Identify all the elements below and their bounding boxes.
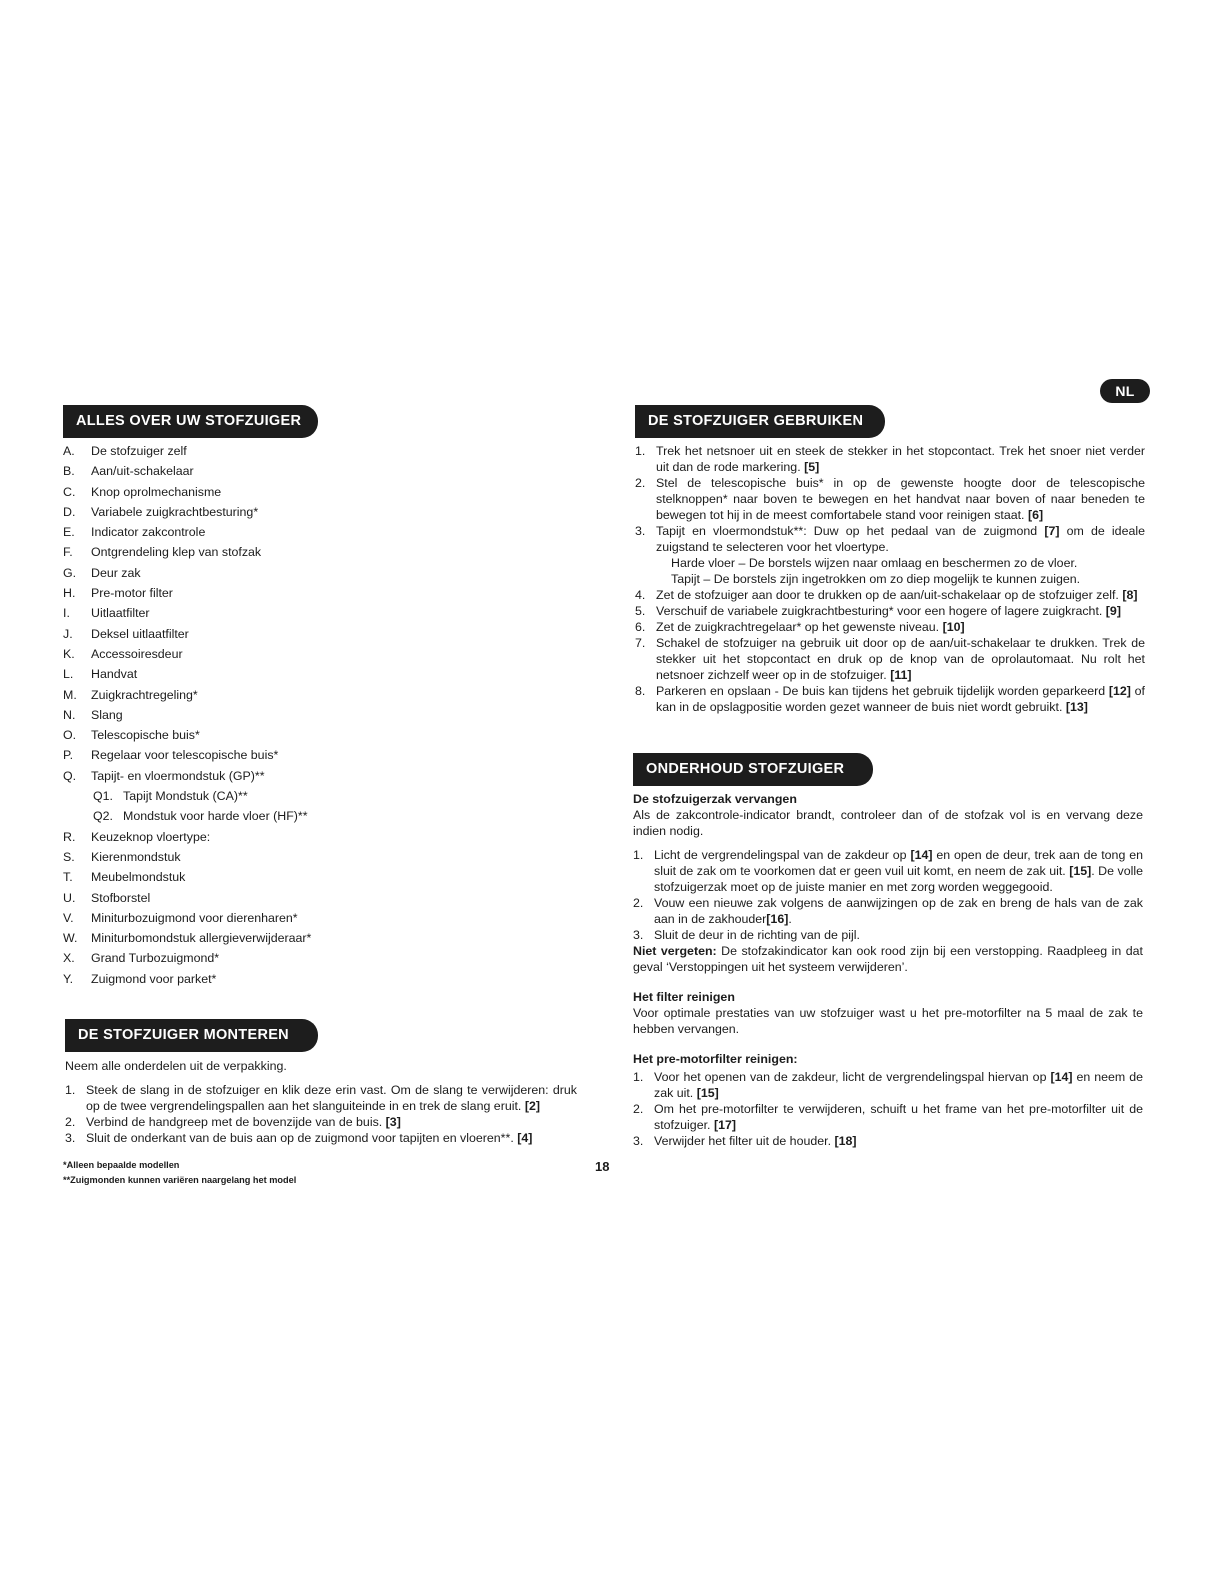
gebruiken-step-figref: [11] (890, 668, 912, 682)
bag-note (633, 943, 1143, 975)
parts-list-item (63, 485, 543, 505)
parts-item-letter: K. (63, 646, 75, 661)
premotor-step (633, 1101, 1143, 1133)
parts-item-letter: J. (63, 626, 73, 641)
premotor-step-figref: [17] (713, 1118, 736, 1132)
parts-list-item (63, 728, 543, 748)
floor-type-note (635, 555, 1145, 571)
parts-item-text: Uitlaatfilter (91, 606, 150, 621)
filter-text: Voor optimale prestaties van uw stofzuiger wast u het pre-motorfilter na 5 maal de zak te hebben vervangen. (633, 1006, 1143, 1036)
floor-type-note-text: Tapijt – De borstels zijn ingetrokken om zo diep mogelijk te kunnen zuigen. (671, 572, 1081, 586)
page-number: 18 (595, 1159, 610, 1174)
bag-step-text-cont: . (788, 912, 792, 926)
parts-item-letter: T. (63, 870, 73, 885)
parts-list-item (63, 830, 543, 850)
parts-item-text: Pre-motor filter (91, 586, 173, 601)
gebruiken-step-text: Schakel de stofzuiger na gebruik uit door op de aan/uit-schakelaar te drukken. Trek de stekker uit het stopcontact en druk op de knop van de oprolautomaat. Nu rolt het netsnoer zichzelf weer op in de stofzuiger. (656, 636, 1145, 682)
gebruiken-step (635, 635, 1145, 683)
parts-list-item (63, 627, 543, 647)
monteren-step-figref: [3] (385, 1115, 401, 1129)
parts-list-item (63, 972, 543, 992)
premotor-step-number: 1. (633, 1070, 644, 1084)
bag-step-text: Vouw een nieuwe zak volgens de aanwijzingen op de zak en breng de hals van de zak aan in de zakhouder (654, 896, 1143, 926)
parts-item-letter: H. (63, 586, 76, 601)
premotor-step (633, 1069, 1143, 1101)
parts-list-item (63, 464, 543, 484)
gebruiken-step-figref: [7] (1044, 524, 1060, 538)
gebruiken-step-figref: [8] (1122, 588, 1138, 602)
parts-item-letter: V. (63, 910, 74, 925)
parts-list-item (63, 505, 543, 525)
gebruiken-step-number: 6. (635, 620, 646, 634)
gebruiken-step-number: 2. (635, 476, 646, 490)
floor-type-note (635, 571, 1145, 587)
monteren-steps (65, 1082, 577, 1146)
gebruiken-step-figref: [12] (1108, 684, 1131, 698)
parts-item-text: Zuigmond voor parket* (91, 971, 217, 986)
parts-item-letter: R. (63, 829, 76, 844)
parts-item-text: Variabele zuigkrachtbesturing* (91, 504, 259, 519)
parts-item-letter: S. (63, 849, 75, 864)
parts-list-item (63, 748, 543, 768)
bag-step-figref-2: [15] (1069, 864, 1092, 878)
parts-item-letter: W. (63, 931, 78, 946)
gebruiken-step-number: 3. (635, 524, 646, 538)
gebruiken-step-figref: [9] (1105, 604, 1121, 618)
monteren-step (65, 1114, 577, 1130)
footnotes (63, 1158, 296, 1188)
parts-item-text: Deksel uitlaatfilter (91, 626, 189, 641)
parts-item-text: Handvat (91, 667, 138, 682)
parts-list-item (63, 769, 543, 789)
parts-list-item (63, 586, 543, 606)
parts-item-text: Regelaar voor telescopische buis* (91, 748, 279, 763)
gebruiken-step-text: Zet de stofzuiger aan door te drukken op de aan/uit-schakelaar op de stofzuiger zelf. (656, 588, 1119, 602)
floor-type-note-text: Harde vloer – De borstels wijzen naar omlaag en beschermen zo de vloer. (671, 556, 1078, 570)
parts-list-item (63, 708, 543, 728)
parts-list (63, 444, 543, 992)
bag-step-number: 3. (633, 928, 644, 942)
bag-step-text: Licht de vergrendelingspal van de zakdeur op (654, 848, 907, 862)
gebruiken-step-number: 5. (635, 604, 646, 618)
parts-list-item (63, 931, 543, 951)
gebruiken-step-text: Tapijt en vloermondstuk**: Duw op het pedaal van de zuigmond (656, 524, 1038, 538)
parts-list-item (63, 850, 543, 870)
parts-item-text: Aan/uit-schakelaar (91, 464, 194, 479)
parts-item-letter: M. (63, 687, 77, 702)
bag-step-text-cont: en open de deur, trek aan de tong en sluit de zak om te voorkomen dat er geen vuil uit komt, en neem de zak uit. (654, 848, 1143, 878)
parts-list-item (63, 911, 543, 931)
parts-item-text: Tapijt- en vloermondstuk (GP)** (91, 768, 265, 783)
bag-step-number: 1. (633, 848, 644, 862)
parts-item-letter: P. (63, 748, 74, 763)
parts-item-letter: X. (63, 951, 75, 966)
monteren-step-number: 3. (65, 1131, 76, 1145)
premotor-step-figref-2: [15] (696, 1086, 719, 1100)
parts-item-letter: F. (63, 545, 73, 560)
premotor-heading: Het pre-motorfilter reinigen: (633, 1052, 798, 1066)
gebruiken-step-number: 1. (635, 444, 646, 458)
gebruiken-step (635, 683, 1145, 715)
gebruiken-step-number: 4. (635, 588, 646, 602)
premotor-steps (633, 1069, 1143, 1149)
monteren-step (65, 1130, 577, 1146)
premotor-step-number: 3. (633, 1134, 644, 1148)
parts-item-text: Deur zak (91, 565, 141, 580)
parts-list-item (63, 525, 543, 545)
parts-item-letter: A. (63, 444, 75, 458)
parts-item-letter: Q2. (93, 809, 113, 824)
monteren-step-figref: [2] (524, 1099, 540, 1113)
premotor-step-figref: [14] (1050, 1070, 1073, 1084)
parts-item-letter: E. (63, 525, 75, 540)
section-title-alles: ALLES OVER UW STOFZUIGER (63, 405, 318, 438)
monteren-step-text: Steek de slang in de stofzuiger en klik deze erin vast. Om de slang te verwijderen: druk op de twee vergrendelingspallen aan het slanguiteinde in en trek de slang eruit. (86, 1083, 577, 1113)
gebruiken-step-figref: [5] (804, 460, 820, 474)
footnote-1: *Alleen bepaalde modellen (63, 1160, 180, 1170)
parts-list-item (63, 667, 543, 687)
parts-item-text: Mondstuk voor harde vloer (HF)** (123, 809, 308, 824)
bag-step (633, 895, 1143, 927)
parts-item-text: Miniturbomondstuk allergieverwijderaar* (91, 931, 312, 946)
parts-item-letter: C. (63, 484, 76, 499)
parts-item-letter: B. (63, 464, 75, 479)
parts-item-letter: N. (63, 707, 76, 722)
parts-item-text: Grand Turbozuigmond* (91, 951, 220, 966)
section-title-monteren: DE STOFZUIGER MONTEREN (65, 1019, 318, 1052)
parts-list-item (63, 891, 543, 911)
bag-step (633, 927, 1143, 943)
gebruiken-step (635, 475, 1145, 523)
gebruiken-step (635, 619, 1145, 635)
parts-list-item (63, 688, 543, 708)
parts-list-item (63, 566, 543, 586)
bag-step-text: Sluit de deur in de richting van de pijl. (654, 928, 860, 942)
parts-item-letter: U. (63, 890, 76, 905)
section-title-gebruiken: DE STOFZUIGER GEBRUIKEN (635, 405, 885, 438)
parts-list-item (63, 444, 543, 464)
monteren-step-number: 2. (65, 1115, 76, 1129)
parts-item-text: De stofzuiger zelf (91, 444, 187, 458)
parts-item-text: Ontgrendeling klep van stofzak (91, 545, 262, 560)
premotor-step-number: 2. (633, 1102, 644, 1116)
parts-list-item (63, 606, 543, 626)
gebruiken-step (635, 587, 1145, 603)
gebruiken-step-text-cont: of kan in de opslagpositie worden gezet wanneer de buis niet wordt gebruikt. (656, 684, 1145, 714)
gebruiken-steps (635, 443, 1145, 715)
gebruiken-step-text: Parkeren en opslaan - De buis kan tijdens het gebruik tijdelijk worden geparkeerd (656, 684, 1106, 698)
parts-item-text: Telescopische buis* (91, 728, 200, 743)
parts-item-letter: L. (63, 667, 74, 682)
footnote-2: **Zuigmonden kunnen variëren naargelang het model (63, 1175, 297, 1185)
parts-item-text: Knop oprolmechanisme (91, 484, 222, 499)
parts-list-item (63, 647, 543, 667)
gebruiken-step-number: 7. (635, 636, 646, 650)
parts-item-text: Stofborstel (91, 890, 151, 905)
gebruiken-step-number: 8. (635, 684, 646, 698)
gebruiken-step-text: Zet de zuigkrachtregelaar* op het gewenste niveau. (656, 620, 940, 634)
gebruiken-step-figref: [10] (942, 620, 965, 634)
parts-item-text: Miniturbozuigmond voor dierenharen* (91, 910, 298, 925)
onderhoud-content (633, 791, 1143, 1149)
parts-item-text: Kierenmondstuk (91, 849, 181, 864)
filter-heading: Het filter reinigen (633, 990, 735, 1004)
language-badge: NL (1100, 379, 1150, 403)
bag-step (633, 847, 1143, 895)
bag-step-text-end: . De volle stofzuigerzak moet op de juiste manier en met zorg worden weggegooid. (654, 864, 1143, 894)
premotor-step-text: Verwijder het filter uit de houder. (654, 1134, 832, 1148)
bag-step-figref: [16] (766, 912, 789, 926)
gebruiken-step (635, 603, 1145, 619)
parts-item-text: Accessoiresdeur (91, 646, 183, 661)
parts-list-item (63, 870, 543, 890)
monteren-intro: Neem alle onderdelen uit de verpakking. (65, 1059, 287, 1073)
parts-list-item (63, 545, 543, 565)
parts-item-text: Indicator zakcontrole (91, 525, 206, 540)
monteren-step-text: Verbind de handgreep met de bovenzijde van de buis. (86, 1115, 383, 1129)
parts-list-item (63, 809, 543, 829)
parts-item-text: Keuzeknop vloertype: (91, 829, 211, 844)
bag-heading: De stofzuigerzak vervangen (633, 792, 797, 806)
monteren-step-text: Sluit de onderkant van de buis aan op de zuigmond voor tapijten en vloeren**. (86, 1131, 514, 1145)
bag-step-figref: [14] (910, 848, 933, 862)
monteren-content (65, 1058, 577, 1146)
parts-list-item (63, 951, 543, 971)
parts-item-letter: O. (63, 728, 77, 743)
parts-item-letter: G. (63, 565, 77, 580)
gebruiken-step (635, 523, 1145, 555)
bag-step-number: 2. (633, 896, 644, 910)
parts-item-text: Meubelmondstuk (91, 870, 186, 885)
bag-note-label: Niet vergeten: (633, 944, 717, 958)
parts-item-letter: Q1. (93, 789, 113, 804)
parts-item-letter: Y. (63, 971, 74, 986)
monteren-step-number: 1. (65, 1083, 76, 1097)
parts-list-item (63, 789, 543, 809)
gebruiken-step (635, 443, 1145, 475)
monteren-step (65, 1082, 577, 1114)
gebruiken-step-figref: [6] (1027, 508, 1044, 522)
parts-item-letter: I. (63, 606, 70, 621)
premotor-step-text: Om het pre-motorfilter te verwijderen, schuift u het frame van het pre-motorfilter uit de stofzuiger. (654, 1102, 1143, 1132)
bag-note-text: De stofzakindicator kan ook rood zijn bij een verstopping. Raadpleeg in dat geval ‘Verstoppingen uit het systeem verwijderen’. (633, 944, 1143, 974)
parts-list-container (63, 444, 543, 992)
premotor-step-figref: [18] (834, 1134, 857, 1148)
parts-item-text: Zuigkrachtregeling* (91, 687, 198, 702)
premotor-step-text-cont: en neem de zak uit. (654, 1070, 1143, 1100)
gebruiken-step-figref-2: [13] (1065, 700, 1088, 714)
section-title-onderhoud: ONDERHOUD STOFZUIGER (633, 753, 873, 786)
gebruiken-content (635, 443, 1145, 715)
monteren-step-figref: [4] (517, 1131, 533, 1145)
gebruiken-step-text: Verschuif de variabele zuigkrachtbesturing* voor een hogere of lagere zuigkracht. (656, 604, 1103, 618)
premotor-step (633, 1133, 1143, 1149)
parts-item-letter: D. (63, 504, 76, 519)
gebruiken-step-text: Stel de telescopische buis* in op de gewenste hoogte door de telescopische stelknoppen* naar boven te bewegen en het handvat naar boven of naar beneden te bewegen tot hij in de meest comfortabele stand voor reinigen staat. (656, 476, 1145, 522)
bag-intro: Als de zakcontrole-indicator brandt, controleer dan of de stofzak vol is en vervang deze indien nodig. (633, 808, 1143, 838)
bag-steps (633, 847, 1143, 943)
gebruiken-step-text-cont: om de ideale zuigstand te selecteren voor het vloertype. (656, 524, 1145, 554)
parts-item-letter: Q. (63, 768, 77, 783)
parts-item-text: Tapijt Mondstuk (CA)** (123, 789, 248, 804)
premotor-step-text: Voor het openen van de zakdeur, licht de vergrendelingspal hiervan op (654, 1070, 1047, 1084)
gebruiken-step-text: Trek het netsnoer uit en steek de stekker in het stopcontact. Trek het snoer niet verder uit dan de rode markering. (656, 444, 1145, 474)
parts-item-text: Slang (91, 707, 123, 722)
